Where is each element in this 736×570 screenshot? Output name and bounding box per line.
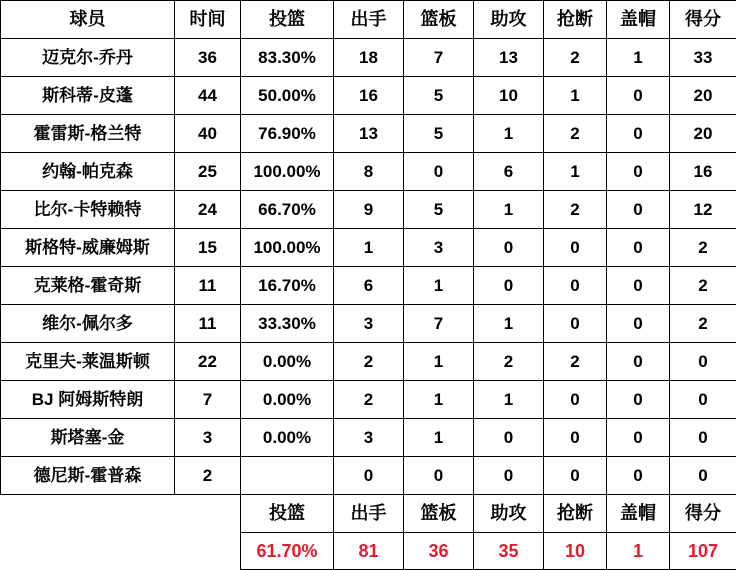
cell-assists: 2: [474, 343, 544, 381]
cell-assists: 1: [474, 115, 544, 153]
cell-steals: 2: [544, 191, 607, 229]
totals-row: [1, 532, 736, 569]
cell-rebounds: 1: [404, 381, 474, 419]
cell-points: 0: [670, 419, 736, 457]
cell-rebounds: 1: [404, 267, 474, 305]
cell-blocks: 0: [607, 343, 670, 381]
table-row: [1, 305, 736, 343]
cell-rebounds: 0: [404, 153, 474, 191]
table-header-row: [1, 1, 736, 39]
column-header-minutes: 时间: [175, 1, 241, 39]
column-header-player: 球员: [1, 1, 175, 39]
cell-player-name: 比尔-卡特赖特: [1, 191, 175, 229]
cell-rebounds: 5: [404, 77, 474, 115]
cell-points: 12: [670, 191, 736, 229]
cell-minutes: 36: [175, 39, 241, 77]
cell-rebounds: 1: [404, 419, 474, 457]
cell-points: 20: [670, 115, 736, 153]
cell-fg-pct: 76.90%: [241, 115, 334, 153]
cell-minutes: 25: [175, 153, 241, 191]
cell-fg-pct: 0.00%: [241, 343, 334, 381]
table-row: [1, 457, 736, 495]
totals-value-attempts: 81: [334, 532, 404, 569]
column-header-blocks: 盖帽: [607, 1, 670, 39]
table-row: [1, 77, 736, 115]
cell-points: 2: [670, 267, 736, 305]
cell-player-name: 斯科蒂-皮蓬: [1, 77, 175, 115]
cell-steals: 0: [544, 457, 607, 495]
cell-steals: 1: [544, 153, 607, 191]
cell-blocks: 0: [607, 153, 670, 191]
cell-fg-pct: 83.30%: [241, 39, 334, 77]
cell-points: 2: [670, 305, 736, 343]
cell-player-name: BJ 阿姆斯特朗: [1, 381, 175, 419]
totals-value-points: 107: [670, 532, 736, 569]
totals-value-blocks: 1: [607, 532, 670, 569]
cell-points: 20: [670, 77, 736, 115]
cell-assists: 10: [474, 77, 544, 115]
cell-attempts: 6: [334, 267, 404, 305]
cell-player-name: 维尔-佩尔多: [1, 305, 175, 343]
cell-attempts: 18: [334, 39, 404, 77]
cell-minutes: 7: [175, 381, 241, 419]
cell-steals: 0: [544, 305, 607, 343]
cell-rebounds: 3: [404, 229, 474, 267]
cell-attempts: 8: [334, 153, 404, 191]
column-header-fg-pct: 投篮: [241, 1, 334, 39]
cell-fg-pct: 0.00%: [241, 419, 334, 457]
cell-blocks: 0: [607, 457, 670, 495]
cell-player-name: 斯格特-威廉姆斯: [1, 229, 175, 267]
cell-fg-pct: 33.30%: [241, 305, 334, 343]
cell-minutes: 3: [175, 419, 241, 457]
cell-blocks: 0: [607, 229, 670, 267]
cell-blocks: 0: [607, 115, 670, 153]
cell-minutes: 44: [175, 77, 241, 115]
totals-spacer-minutes: [175, 495, 241, 533]
totals-header-blocks: 盖帽: [607, 495, 670, 533]
cell-attempts: 3: [334, 305, 404, 343]
cell-minutes: 11: [175, 305, 241, 343]
cell-minutes: 11: [175, 267, 241, 305]
cell-assists: 13: [474, 39, 544, 77]
totals-value-rebounds: 36: [404, 532, 474, 569]
cell-player-name: 迈克尔-乔丹: [1, 39, 175, 77]
cell-points: 0: [670, 343, 736, 381]
cell-fg-pct: 16.70%: [241, 267, 334, 305]
cell-blocks: 0: [607, 267, 670, 305]
column-header-attempts: 出手: [334, 1, 404, 39]
cell-fg-pct: [241, 457, 334, 495]
table-row: [1, 191, 736, 229]
cell-attempts: 16: [334, 77, 404, 115]
table-row: [1, 343, 736, 381]
cell-steals: 0: [544, 229, 607, 267]
table-row: [1, 115, 736, 153]
cell-fg-pct: 100.00%: [241, 229, 334, 267]
cell-rebounds: 1: [404, 343, 474, 381]
cell-assists: 0: [474, 267, 544, 305]
cell-fg-pct: 50.00%: [241, 77, 334, 115]
totals-header-points: 得分: [670, 495, 736, 533]
table-row: [1, 229, 736, 267]
cell-assists: 6: [474, 153, 544, 191]
column-header-assists: 助攻: [474, 1, 544, 39]
cell-assists: 1: [474, 191, 544, 229]
cell-blocks: 0: [607, 305, 670, 343]
totals-header-attempts: 出手: [334, 495, 404, 533]
cell-blocks: 0: [607, 381, 670, 419]
cell-points: 0: [670, 381, 736, 419]
cell-rebounds: 7: [404, 39, 474, 77]
cell-minutes: 40: [175, 115, 241, 153]
cell-blocks: 0: [607, 191, 670, 229]
cell-attempts: 2: [334, 343, 404, 381]
cell-minutes: 15: [175, 229, 241, 267]
cell-points: 2: [670, 229, 736, 267]
table-row: [1, 153, 736, 191]
cell-blocks: 0: [607, 419, 670, 457]
totals-value-steals: 10: [544, 532, 607, 569]
cell-fg-pct: 0.00%: [241, 381, 334, 419]
totals-spacer-minutes-value: [175, 532, 241, 569]
cell-steals: 2: [544, 115, 607, 153]
cell-fg-pct: 100.00%: [241, 153, 334, 191]
cell-minutes: 2: [175, 457, 241, 495]
cell-assists: 1: [474, 381, 544, 419]
cell-steals: 0: [544, 381, 607, 419]
totals-header-rebounds: 篮板: [404, 495, 474, 533]
totals-header-assists: 助攻: [474, 495, 544, 533]
cell-steals: 1: [544, 77, 607, 115]
column-header-points: 得分: [670, 1, 736, 39]
cell-player-name: 约翰-帕克森: [1, 153, 175, 191]
cell-attempts: 2: [334, 381, 404, 419]
cell-fg-pct: 66.70%: [241, 191, 334, 229]
column-header-rebounds: 篮板: [404, 1, 474, 39]
totals-value-assists: 35: [474, 532, 544, 569]
cell-attempts: 9: [334, 191, 404, 229]
cell-player-name: 斯塔塞-金: [1, 419, 175, 457]
table-row: [1, 267, 736, 305]
cell-steals: 0: [544, 419, 607, 457]
cell-assists: 0: [474, 229, 544, 267]
totals-header-fg-pct: 投篮: [241, 495, 334, 533]
cell-attempts: 1: [334, 229, 404, 267]
table-row: [1, 381, 736, 419]
cell-blocks: 1: [607, 39, 670, 77]
table-row: [1, 39, 736, 77]
table-row: [1, 419, 736, 457]
cell-attempts: 3: [334, 419, 404, 457]
cell-attempts: 13: [334, 115, 404, 153]
cell-points: 16: [670, 153, 736, 191]
cell-player-name: 克莱格-霍奇斯: [1, 267, 175, 305]
cell-points: 0: [670, 457, 736, 495]
cell-rebounds: 5: [404, 191, 474, 229]
cell-points: 33: [670, 39, 736, 77]
cell-rebounds: 0: [404, 457, 474, 495]
totals-header-row: [1, 495, 736, 533]
cell-steals: 2: [544, 39, 607, 77]
cell-assists: 0: [474, 419, 544, 457]
cell-player-name: 霍雷斯-格兰特: [1, 115, 175, 153]
cell-steals: 2: [544, 343, 607, 381]
cell-blocks: 0: [607, 77, 670, 115]
totals-header-steals: 抢断: [544, 495, 607, 533]
cell-rebounds: 7: [404, 305, 474, 343]
cell-attempts: 0: [334, 457, 404, 495]
cell-player-name: 德尼斯-霍普森: [1, 457, 175, 495]
cell-steals: 0: [544, 267, 607, 305]
cell-minutes: 22: [175, 343, 241, 381]
cell-minutes: 24: [175, 191, 241, 229]
cell-player-name: 克里夫-莱温斯顿: [1, 343, 175, 381]
column-header-steals: 抢断: [544, 1, 607, 39]
cell-assists: 1: [474, 305, 544, 343]
totals-spacer-player: [1, 495, 175, 533]
totals-value-fg-pct: 61.70%: [241, 532, 334, 569]
cell-assists: 0: [474, 457, 544, 495]
cell-rebounds: 5: [404, 115, 474, 153]
totals-spacer-player-value: [1, 532, 175, 569]
